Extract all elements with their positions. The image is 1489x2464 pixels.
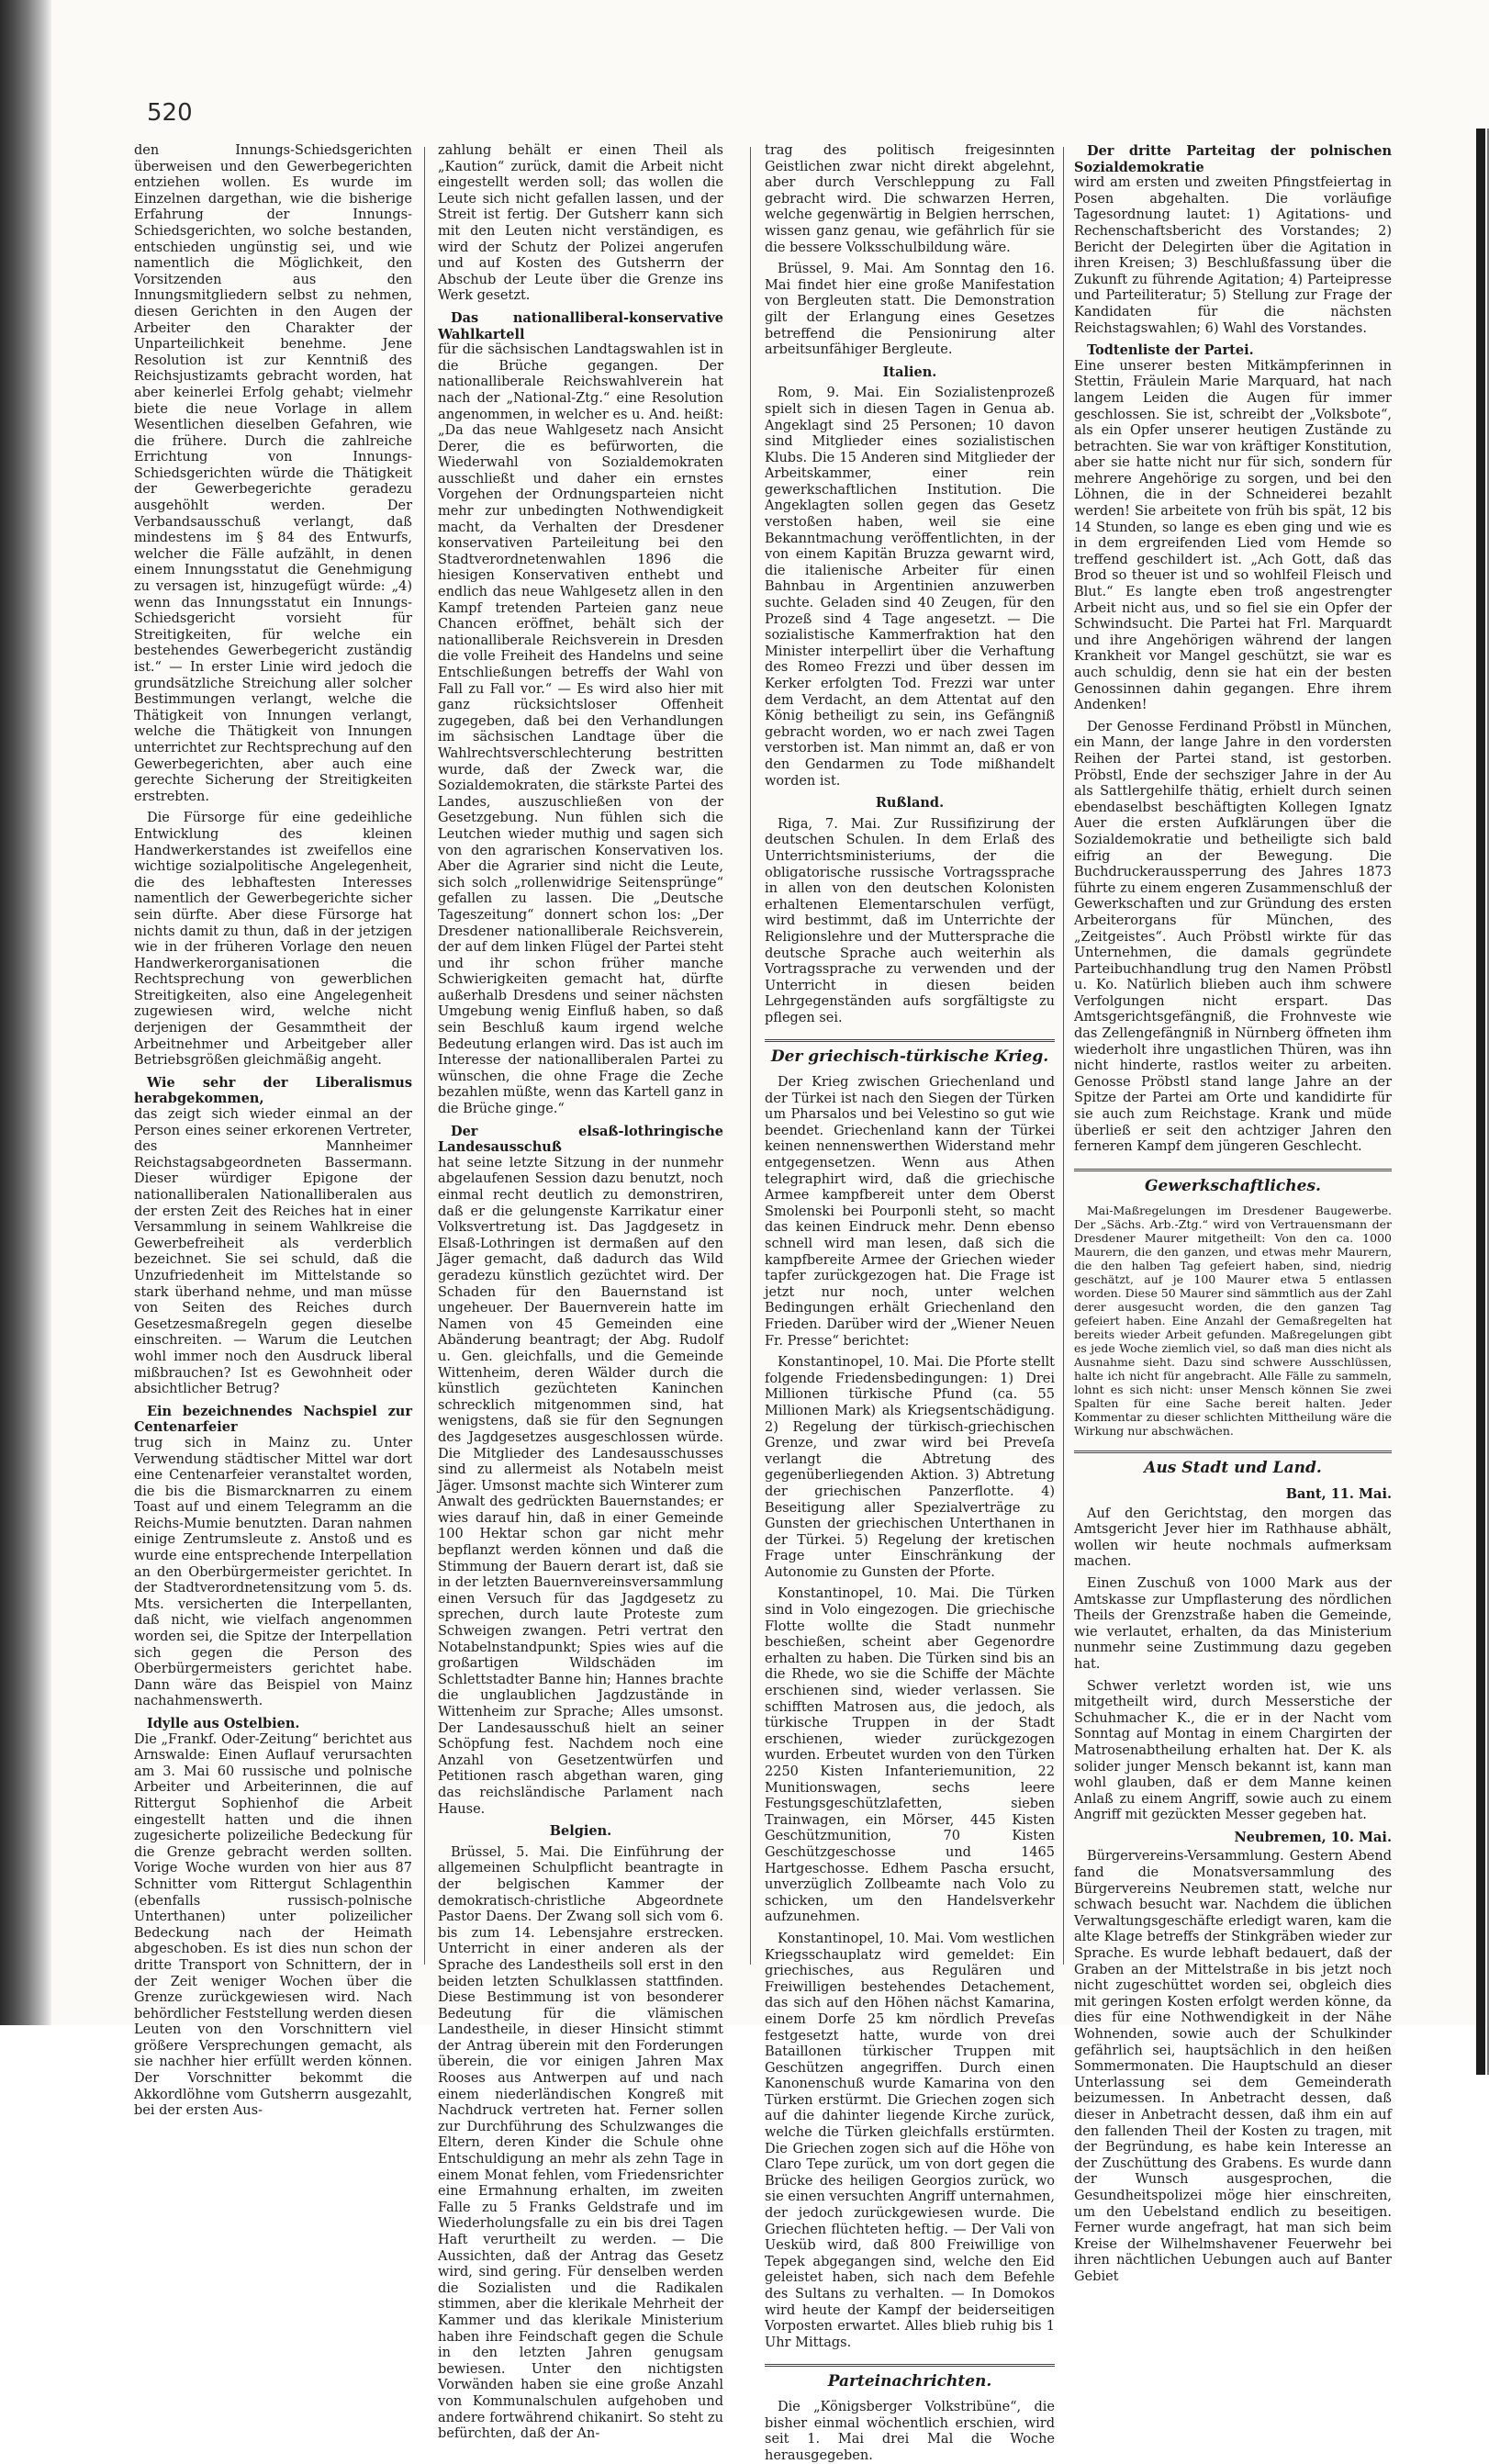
paragraph: Riga, 7. Mai. Zur Russifizirung der deutschen Schulen. In dem Erlaß des Unterrichtsministeriums, der die obligatorische russische Vortragssprache in allen von den deutschen Kolonisten erhaltenen Elementarschulen verfügt, wird bestimmt, daß im Unterrichte der Religionslehre und der Muttersprache die deutsche Sprache auch weiterhin als Vortragssprache zu verwenden und der Unterricht in diesen beiden Lehrgegenständen aufs sorgfältigste zu pflegen sei. xyxy=(765,816,1055,1025)
section-block xyxy=(1074,1169,1392,1195)
paragraph: Brüssel, 5. Mai. Die Einführung der allgemeinen Schulpflicht beantragte in der belgischen Kammer der demokratisch-christliche Abgeordnete Pastor Daens. Der Zwang soll sich vom 6. bis zum 14. Lebensjahre erstrecken. Unterricht in einer anderen als der Sprache des Landestheils soll erst in den beiden letzten Schulklassen stattfinden. Diese Bestimmung ist von besonderer Bedeutung für die vlämischen Landestheile, in dieser Hinsicht stimmt der Antrag überein mit den Forderungen überein, die vor einigen Jahren Max Rooses aus Antwerpen auf und nach einem niederländischen Kongreß mit Nachdruck vertreten hat. Ferner sollen zur Durchführung des Schulzwanges die Eltern, deren Kinder die Schule ohne Entschuldigung an mehr als zehn Tage in einem Monat fehlen, vom Friedensrichter eine Ermahnung erhalten, im zweiten Falle zu 5 Franks Geldstrafe und im Wiederholungsfalle zu ein bis drei Tagen Haft verurtheilt zu werden. — Die Aussichten, daß der Antrag das Gesetz wird, sind gering. Für denselben werden die Sozialisten und die Radikalen stimmen, aber die klerikale Mehrheit der Kammer und das klerikale Ministerium haben ihre Feindschaft gegen die Schule in den letzten Jahren genugsam bewiesen. Unter den nichtigsten Vorwänden haben sie eine große Anzahl von Kommunalschulen aufgehoben und andere fortwährend chikanirt. So steht zu befürchten, daß der An- xyxy=(438,1844,723,2442)
paragraph: Rom, 9. Mai. Ein Sozialistenprozeß spielt sich in diesen Tagen in Genua ab. Angeklagt sind 25 Personen; 10 davon sind Mitglieder eines sozialistischen Klubs. Die 15 Anderen sind Mitglieder der Arbeitskammer, einer rein gewerkschaftlichen Institution. Die Angeklagten sollen gegen das Gesetz verstoßen haben, weil sie eine Bekanntmachung veröffentlichten, in der von einem Kapitän Bruzza gewarnt wird, die italienische Arbeiter für einen Bahnbau in Argentinien anzuwerben suchte. Geladen sind 40 Zeugen, für den Prozeß sind 4 Tage angesetzt. — Die sozialistische Kammerfraktion hat den Minister interpellirt über die Verhaftung des Romeo Frezzi und über dessen im Kerker erfolgten Tod. Frezzi war unter dem Verdacht, an dem Attentat auf den König betheiligt zu sein, ins Gefängniß gebracht worden, wo er nach zwei Tagen verstorben ist. Man nimmt an, daß er von den Gendarmen zu Tode mißhandelt worden ist. xyxy=(765,386,1055,789)
paragraph: wird am ersten und zweiten Pfingstfeiertag in Posen abgehalten. Die vorläufige Tagesordnung lautet: 1) Agitations- und Rechenschaftsbericht des Vorstandes; 2) Bericht der Delegirten über die Agitation in ihren Kreisen; 3) Beschlußfassung über die Zukunft zu führende Agitation; 4) Parteipresse und Parteiliteratur; 5) Stellung zur Frage der Kandidaten für die nächsten Reichstagswahlen; 6) Wahl des Vorstandes. xyxy=(1074,175,1392,336)
page-edge-bar xyxy=(1476,129,1485,2075)
newspaper-page xyxy=(110,92,1414,2463)
section-heading-parteinachrichten: Parteinachrichten. xyxy=(827,2372,992,2391)
column-1 xyxy=(134,143,412,2119)
paragraph: Bürgervereins-Versammlung. Gestern Abend fand die Monatsversammlung des Bürgervereins Neubremen statt, welche nur schwach besucht war. Nachdem die üblichen Verwaltungsgeschäfte erledigt waren, kam die alte Klage betreffs der Stinkgräben wieder zur Sprache. Es wurde lebhaft bedauert, daß der Graben an der Mittelstraße in bis jetzt noch nicht zugeschüttet worden sei, obgleich dies mit geringen Kosten erfolgt werden könne, da dies für eine Nothwendigkeit in der Nähe Wohnenden, sowie auch der Schulkinder gefährlich sei, hauptsächlich in den heißen Sommermonaten. Die Hauptschuld an dieser Unterlassung sei dem Gemeinderath beizumessen. In Anbetracht dessen, daß dieser in Anbetracht dessen, daß ihm ein auf den fallenden Theil der Kosten zu tragen, mit der Begründung, es habe kein Interesse an der Zuschüttung des Grabens. Es wurde dann der Wunsch ausgesprochen, die Gesundheitspolizei möge hier einschreiten, um den Uebelstand endlich zu beseitigen. Ferner wurde angefragt, hat man sich beim Kreise der Wilhelmshavener Feuerwehr bei ihren nächtlichen Uebungen auch auf Banter Gebiet xyxy=(1074,1849,1392,2284)
section-block xyxy=(765,1039,1055,1066)
section-heading-russland: Rußland. xyxy=(875,795,945,812)
paragraph: den Innungs-Schiedsgerichten überweisen und den Gewerbegerichten entziehen wollen. Es wurde im Einzelnen dargethan, wie die bisherige Erfahrung der Innungs-Schiedsgerichten, wo solche bestanden, entschieden ungünstig sei, und wie namentlich die Möglichkeit, den Vorsitzenden aus den Innungsmitgliedern selbst zu nehmen, diesen Gerichten in den Augen der Arbeiter den Charakter der Unparteilichkeit benehme. Jene Resolution ist zur Kenntniß des Reichsjustizamts gebracht worden, hat aber keinerlei Erfolg gehabt; vielmehr biete die neue Vorlage in allem Wesentlichen dieselben Gefahren, wie die frühere. Durch die zahlreiche Errichtung von Innungs-Schiedsgerichten würde die Thätigkeit der Gewerbegerichte geradezu ausgehöhlt werden. Der Verbandsausschuß verlangt, daß mindestens im § 84 des Entwurfs, welcher die Fälle aufzählt, in denen einem Innungsstatut die Genehmigung zu versagen ist, hinzugefügt würde: „4) wenn das Innungsstatut ein Innungs-Schiedsgericht vorsieht für Streitigkeiten, für welche ein bestehendes Gewerbegericht zuständig ist.“ — In erster Linie wird jedoch die grundsätzliche Streichung aller solcher Bestimmungen verlangt, welche die Thätigkeit von Innungen verlangt, welche die Thätigkeit von Innungen unterrichtet zur Rechtsprechung auf den Gewerbegerichten, aber auch eine gerechte Sicherung der Streitigkeiten erstrebten. xyxy=(134,143,412,804)
paragraph: Konstantinopel, 10. Mai. Die Türken sind in Volo eingezogen. Die griechische Flotte wollte die Stadt nunmehr beschießen, scheint aber Gegenordre erhalten zu haben. Die Türken sind bis an die Rhede, wo sie die Schiffe der Mächte erschienen sind, wieder verlassen. Sie schifften Matrosen aus, die jedoch, als türkische Truppen in der Stadt erschienen, wieder zurückgezogen wurden. Erbeutet wurden von den Türken 2250 Kisten Infanteriemunition, 22 Munitionswagen, sechs leere Festungsgeschützlafetten, sieben Trainwagen, ein Mörser, 445 Kisten Geschützmunition, 70 Kisten Geschützgeschosse und 1465 Hartgeschosse. Edhem Pascha ersucht, unverzüglich Zollbeamte nach Volo zu schicken, um den Handelsverkehr aufzunehmen. xyxy=(765,1586,1055,1925)
paragraph: Die Fürsorge für eine gedeihliche Entwicklung des kleinen Handwerkerstandes ist zweifellos eine wichtige sozialpolitische Angelegenheit, die des lebhaftesten Interesses namentlich der Gewerbegerichte sicher sein dürfte. Aber diese Fürsorge hat nichts damit zu thun, daß in der jetzigen wie in der früheren Vorlage den neuen Handwerkerorganisationen die Rechtsprechung von gewerblichen Streitigkeiten, also eine Angelegenheit zugewiesen wird, welche nicht derjenigen der Gesammtheit der Arbeitnehmer und Arbeitgeber aller Betriebsgrößen gleichmäßig angeht. xyxy=(134,811,412,1069)
article-headline: Der dritte Parteitag der polnischen Sozialdemokratie xyxy=(1074,143,1392,175)
article-headline: Wie sehr der Liberalismus herabgekommen, xyxy=(134,1074,412,1107)
section-heading-belgien: Belgien. xyxy=(549,1823,612,1840)
book-binding-edge xyxy=(0,0,51,2025)
paragraph: Mai-Maßregelungen im Dresdener Baugewerbe. Der „Sächs. Arb.-Ztg.“ wird von Vertrauensmann der Dresdener Maurer mitgetheilt: Von den ca. 1000 Maurern, die den ganzen, und etwas mehr Maurern, die den halben Tag gefeiert haben, sind, niedrig geschätzt, auf je 100 Maurer etwa 5 entlassen worden. Diese 50 Maurer sind sämmtlich aus der Zahl derer ausgesucht worden, die den ganzen Tag gefeiert haben. Eine Anzahl der Gemaßregelten hat bereits wieder Arbeit gefunden. Maßregelungen gibt es jede Woche ziemlich viel, so daß man dies nicht als Ausnahme sieht. Dazu sind schwere Ausschlüssen, halte ich nicht für angebracht. Alle Fälle zu sammeln, lohnt es sich nicht: unser Mensch können Sie zwei Spalten für eine Sache bereit halten. Jeder Kommentar zu dieser schlichten Mittheilung wäre die Wirkung nur abschwächen. xyxy=(1074,1204,1392,1439)
page-number: 520 xyxy=(147,99,193,127)
paragraph: zahlung behält er einen Theil als „Kaution“ zurück, damit die Arbeit nicht eingestellt werden soll; das wollen die Leute sich nicht gefallen lassen, und der Streit ist fertig. Der Gutsherr kann sich mit den Leuten nicht verständigen, es wird der Schutz der Polizei angerufen und auf Kosten des Gutsherrn der Abschub der Leute über die Grenze ins Werk gesetzt. xyxy=(438,143,723,304)
paragraph: Der Genosse Ferdinand Pröbstl in München, ein Mann, der lange Jahre in den vordersten Reihen der Partei stand, ist gestorben. Pröbstl, Ende der sechsziger Jahre in der Au als Sattlergehilfe thätig, erhielt durch seinen ebendaselbst beschäftigten Kollegen Ignatz Auer die ersten Aufklärungen über die Sozialdemokratie und betheiligte sich bald eifrig an der Bewegung. Die Buchdruckeraussperrung des Jahres 1873 führte zu einem engeren Zusammenschluß der Gewerkschaften und zur Gründung des ersten Arbeiterorgans für München, des „Zeitgeistes“. Auch Pröbstl wirkte für das Unternehmen, die damals gegründete Parteibuchhandlung trug den Namen Pröbstl u. Ko. Natürlich blieben auch ihm schwere Verfolgungen nicht erspart. Das Amtsgerichtsgefängniß, die Frohnveste wie das Zellengefängniß in Nürnberg öffneten ihm wiederholt ihre ungastlichen Thüren, was ihn nicht hinderte, rastlos weiter zu arbeiten. Genosse Pröbstl stand lange Jahre an der Spitze der Partei am Orte und kandidirte für sie auch zum Reichstage. Krank und müde überließ er seit den achtziger Jahren den ferneren Kampf dem jüngeren Geschlecht. xyxy=(1074,719,1392,1155)
paragraph: für die sächsischen Landtagswahlen ist in die Brüche gegangen. Der nationalliberale Reichswahlverein hat nach der „National-Ztg.“ eine Resolution angenommen, in welcher es u. And. heißt: „Da das neue Wahlgesetz nach Ansicht Derer, die es befürworten, die Wiederwahl von Sozialdemokraten ausschließt und daher ein ernstes Vorgehen der Ordnungsparteien nicht mehr zur unbedingten Nothwendigkeit macht, da Verhalten der Dresdener konservativen Parteileitung bei den Stadtverordnetenwahlen 1896 die hiesigen Konservativen enthebt und endlich das neue Wahlgesetz allen in den Kampf tretenden Parteien ganz neue Chancen eröffnet, behält sich der nationalliberale Reichsverein in Dresden die volle Freiheit des Handelns und seine Entschließungen betreffs der Wahl von Fall zu Fall vor.“ — Es wird also hier mit ganz rücksichtsloser Offenheit zugegeben, daß bei den Verhandlungen im sächsischen Landtage über die Wahlrechtsverschlechterung bestritten wurde, daß der Zweck war, die Sozialdemokraten, die stärkste Partei des Landes, auszuschließen von der Gesetzgebung. Nun fühlen sich die Leutchen wieder muthig und sagen sich von den agrarischen Konservativen los. Aber die Agrarier sind nicht die Leute, sich solch „rollenwidrige Seitensprünge“ gefallen zu lassen. Die „Deutsche Tageszeitung“ donnert schon los: „Der Dresdener nationalliberale Reichsverein, der auf dem linken Flügel der Partei steht und ihr schon früher manche Schwierigkeiten gemacht hat, dürfte außerhalb Dresdens und seiner nächsten Umgebung wenig Einfluß haben, so daß sein Beschluß kaum irgend welche Bedeutung erlangen wird. Das ist auch im Interesse der nationalliberalen Partei zu wünschen, die ohne Frage die Zeche bezahlen müßte, wenn das Kartell ganz in die Brüche ginge.“ xyxy=(438,342,723,1117)
paragraph: Konstantinopel, 10. Mai. Vom westlichen Kriegsschauplatz wird gemeldet: Ein griechisches, aus Regulären und Freiwilligen bestehendes Detachement, das sich auf den Höhen nächst Kamarina, einem Dorfe 25 km nördlich Preveſas festgesetzt hatte, wurde von drei Bataillonen türkischer Truppen mit Geschützen angegriffen. Durch einen Kanonenschuß wurde Kamarina von den Türken erstürmt. Die Griechen zogen sich auf die dahinter liegende Kirche zurück, welche die Türken gleichfalls erstürmten. Die Griechen zogen sich auf die Höhe von Claro Tepe zurück, um von dort gegen die Brücke des heiligen Georgios zurück, wo sie einen versuchten Angriff unternahmen, der jedoch zurückgewiesen wurde. Die Griechen flüchteten heftig. — Der Vali von Uesküb wird, daß 800 Freiwillige von Tepek abgegangen sind, welche den Eid geleistet haben, sich nach dem Befehle des Sultans zu verhalten. — In Domokos wird heute der Kampf der beiderseitigen Vorposten erwartet. Alles blieb ruhig bis 1 Uhr Mittags. xyxy=(765,1931,1055,2350)
dateline: Bant, 11. Mai. xyxy=(1285,1486,1392,1502)
paragraph: hat seine letzte Sitzung in der nunmehr abgelaufenen Session dazu benutzt, noch einmal recht deutlich zu demonstriren, daß er die gelungenste Karrikatur einer Volksvertretung ist. Das Jagdgesetz in Elsaß-Lothringen ist dermaßen auf den Jäger gemacht, daß dadurch das Wild geradezu künstlich gezüchtet wird. Der Schaden für den Bauernstand ist ungeheuer. Der Bauernverein hatte im Namen von 45 Gemeinden eine Abänderung beantragt; der Abg. Rudolf u. Gen. gleichfalls, und die Gemeinde Wittenheim, deren Wälder durch die künstlich gezüchteten Kaninchen schrecklich mitgenommen sind, hat wenigstens, daß sie für den Segnungen des Jagdgesetzes ausgeschlossen würde. Die Mitglieder des Landesausschusses sind zu allermeist als Notabeln meist Jäger. Umsonst machte sich Winterer zum Anwalt des gedrückten Bauernstandes; er wies darauf hin, daß in einer Gemeinde 100 Hektar schon gar nicht mehr bepflanzt werden können und daß die Stimmung der Bauern derart ist, daß sie in der letzten Bauernvereinsversammlung einen Versuch für das Jagdgesetz zu sprechen, durch laute Proteste zum Schweigen zwangen. Petri vertrat den Notabelnstandpunkt; Spies wies auf die großartigen Wildschäden im Schlettstadter Banne hin; Hannes brachte die unglaublichen Jagdzustände in Wittenheim zur Sprache; Alles umsonst. Der Landesausschuß hielt an seiner Schöpfung fest. Nachdem noch eine Anzahl von Gesetzentwürfen und Petitionen rasch abgethan waren, ging das reichsländische Parlament nach Hause. xyxy=(438,1155,723,1817)
column-rule xyxy=(750,147,751,1965)
column-4 xyxy=(1074,143,1392,2284)
paragraph: das zeigt sich wieder einmal an der Person eines seiner erkorenen Vertreter, des Mannheimer Reichstagsabgeordneten Bassermann. Dieser würdiger Epigone der nationalliberalen Nationalliberalen aus der ersten Zeit des Reiches hat in einer Versammlung in seinem Wahlkreise die Gewerbefreiheit als verderblich bezeichnet. Sie sei schuld, daß die Unzufriedenheit im Mittelstande so stark überhand nehme, und man müsse von Seiten des Reiches durch Gesetzesmaßregeln gegen dieselbe einschreiten. — Warum die Leutchen wohl immer noch den Ausdruck liberal mißbrauchen? Ist es Gewohnheit oder absichtlicher Betrug? xyxy=(134,1107,412,1397)
article-headline: Ein bezeichnendes Nachspiel zur Centenarfeier xyxy=(134,1403,412,1436)
paragraph: Die „Königsberger Volkstribüne“, die bisher einmal wöchentlich erschien, wird seit 1. Mai drei Mal die Woche herausgegeben. xyxy=(765,2399,1055,2463)
column-rule xyxy=(424,147,425,1965)
paragraph: Der Krieg zwischen Griechenland und der Türkei ist nach den Siegen der Türken um Pharsalos und bei Velestino so gut wie beendet. Griechenland kann der Türkei keinen nennenswerthen Widerstand mehr entgegensetzen. Wenn aus Athen telegraphirt wird, daß die griechische Armee kampfbereit unter dem Oberst Smolenski bei Pourponli steht, so macht das keinen Eindruck mehr. Denn ebenso schnell wird man lesen, daß sich die kampfbereite Armee der Griechen wieder tapfer zurückgezogen hat. Die Frage ist jetzt nur noch, unter welchen Bedingungen erhält Griechenland den Frieden. Darüber wird der „Wiener Neuen Fr. Presse“ berichtet: xyxy=(765,1075,1055,1349)
section-heading-gewerkschaftliches: Gewerkschaftliches. xyxy=(1145,1176,1321,1195)
column-2 xyxy=(438,143,723,2442)
paragraph: Konstantinopel, 10. Mai. Die Pforte stellt folgende Friedensbedingungen: 1) Drei Millionen türkische Pfund (ca. 55 Millionen Mark) als Kriegsentschädigung. 2) Regelung der türkisch-griechischen Grenze, und zwar wird bei Preveſa verlangt die Abtretung des gegenüberliegenden Aktion. 3) Abtretung der griechischen Panzerflotte. 4) Beseitigung aller Spezialverträge zu Gunsten der griechischen Unterthanen in der Türkei. 5) Regelung der kretischen Frage unter Einschränkung der Autonomie zu Gunsten der Pforte. xyxy=(765,1355,1055,1580)
paragraph: trug sich in Mainz zu. Unter Verwendung städtischer Mittel war dort eine Centenarfeier veranstaltet worden, die bis die Bismarcknarren zu einem Toast auf und einem Telegramm an die Reichs-Mumie benutzten. Daran nahmen einige Zentrumsleute z. Anstoß und es wurde eine entsprechende Interpellation an den Oberbürgermeister gerichtet. In der Stadtverordnetensitzung vom 5. ds. Mts. versicherten die Interpellanten, daß nicht, wie vielfach angenommen worden sei, die Spitze der Interpellation sich gegen die Person des Oberbürgermeisters gerichtet habe. Dann wäre das Beispiel von Mainz nachahmenswerth. xyxy=(134,1435,412,1709)
article-headline: Todtenliste der Partei. xyxy=(1087,342,1254,359)
section-block xyxy=(1074,1450,1392,1477)
column-rule xyxy=(1063,147,1064,1965)
article-headline: Das nationalliberal-konservative Wahlkartell xyxy=(438,309,723,342)
section-heading-italien: Italien. xyxy=(882,364,937,380)
column-3 xyxy=(765,143,1055,2463)
paragraph: Schwer verletzt worden ist, wie uns mitgetheilt wird, durch Messerstiche der Schuhmacher K., die er in der Nacht vom Sonntag auf Montag in einem Chargirten der Matrosenabtheilung erhalten hat. Der K. als solider junger Mensch bekannt ist, kann man wohl glauben, daß er dem Manne keinen Anlaß zu einem Angriff, sowie auch zu einem Angriff mit gezückten Messer gegeben hat. xyxy=(1074,1678,1392,1823)
section-heading-stadt-und-land: Aus Stadt und Land. xyxy=(1144,1459,1322,1478)
paragraph: Einen Zuschuß von 1000 Mark aus der Amtskasse zur Umpflasterung des nördlichen Theils der Grenzstraße haben die Gemeinde, wie verlautet, erhalten, da das Ministerium nunmehr seine Zustimmung dazu gegeben hat. xyxy=(1074,1575,1392,1672)
paragraph: Die „Frankf. Oder-Zeitung“ berichtet aus Arnswalde: Einen Auflauf verursachten am 3. Mai 60 russische und polnische Arbeiter und Arbeiterinnen, die auf Rittergut Sophienhof die Arbeit eingestellt hatten und die ihnen zugesicherte polizeiliche Bedeckung für die Grenze gebracht werden sollten. Vorige Woche wurden von hier aus 87 Schnitter vom Rittergut Schlagenthin (ebenfalls russisch-polnische Unterthanen) unter polizeilicher Bedeckung nach der Heimath abgeschoben. Es ist dies nun schon der dritte Transport von Schnittern, der in der Zeit weniger Wochen über die Grenze zurückgewiesen wird. Nach behördlicher Feststellung werden diesen Leuten von den Vorschnittern viel größere Versprechungen gemacht, als sie nachher hier erfüllt werden können. Der Vorschnitter bekommt die Akkordlöhne vom Gutsherrn ausgezahlt, bei der ersten Aus- xyxy=(134,1731,412,2119)
article-headline: Idylle aus Ostelbien. xyxy=(147,1716,300,1731)
article-headline: Der elsaß-lothringische Landesausschuß xyxy=(438,1123,723,1156)
dateline: Neubremen, 10. Mai. xyxy=(1234,1829,1392,1845)
paragraph: trag des politisch freigesinnten Geistlichen zwar nicht direkt abgelehnt, aber durch Verschleppung zu Fall gebracht wird. Die schwarzen Herren, welche gegenwärtig in Belgien herrschen, wissen ganz genau, wie gefährlich für sie die bessere Volksschulbildung wäre. xyxy=(765,143,1055,255)
paragraph: Auf den Gerichtstag, den morgen das Amtsgericht Jever hier im Rathhause abhält, wollen wir heute nochmals aufmerksam machen. xyxy=(1074,1506,1392,1570)
section-heading-krieg: Der griechisch-türkische Krieg. xyxy=(770,1047,1049,1067)
paragraph: Brüssel, 9. Mai. Am Sonntag den 16. Mai findet hier eine große Manifestation von Bergleuten statt. Die Demonstration gilt der Erlangung eines Gesetzes betreffend die Pensionirung alter arbeitsunfähiger Bergleute. xyxy=(765,262,1055,358)
paragraph: Eine unserer besten Mitkämpferinnen in Stettin, Fräulein Marie Marquard, hat nach langem Leiden die Augen für immer geschlossen. Sie ist, schreibt der „Volksbote“, als ein Opfer unserer heutigen Zustände zu betrachten. Sie war von kräftiger Konstitution, aber sie hatte nicht nur für sich, sondern für mehrere Angehörige zu sorgen, und bei den Löhnen, die in der Schneiderei bezahlt werden! Sie arbeitete von früh bis spät, 12 bis 14 Stunden, so lange es eben ging und wie es in dem ergreifenden Lied vom Hemde so treffend geschildert ist. „Ach Gott, daß das Brod so theuer ist und so wohlfeil Fleisch und Blut.“ Es langte eben troß angestrengter Arbeit nicht aus, und so fiel sie ein Opfer der Schwindsucht. Die Partei hat Frl. Marquardt und ihre Angehörigen während der langen Krankheit vor Mangel geschützt, sie war es auch schuldig, denn sie hat ein der besten Genossinnen dahin gegangen. Ehre ihrem Andenken! xyxy=(1074,358,1392,713)
section-block xyxy=(765,2364,1055,2391)
